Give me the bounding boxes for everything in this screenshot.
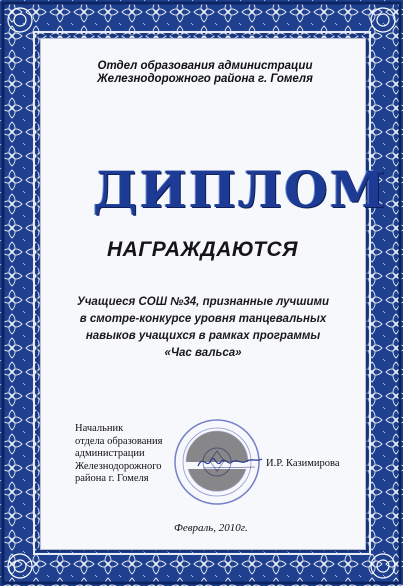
issue-date: Февраль, 2010г. (174, 522, 248, 534)
award-line-1: Учащиеся СОШ №34, признанные лучшими (76, 296, 330, 308)
issuer-header (75, 60, 335, 86)
signatory-line-4: Железнодорожного (75, 460, 162, 472)
signatory-line-1: Начальник (75, 423, 124, 434)
award-line-3: навыков учащихся в рамках программы (85, 330, 321, 342)
signatory-title (75, 423, 195, 486)
handwritten-signature (195, 450, 265, 472)
issuer-line-1: Отдел образования администрации (97, 60, 313, 72)
signatory-name: И.Р. Казимирова (266, 458, 340, 469)
award-line-4: «Час вальса» (164, 347, 242, 359)
issuer-line-2: Железнодорожного района г. Гомеля (97, 73, 313, 85)
signatory-line-5: района г. Гомеля (75, 473, 149, 484)
diploma-title: ДИПЛОМ (93, 160, 388, 219)
award-text (62, 294, 344, 362)
signatory-line-3: администрации (75, 448, 145, 459)
award-line-2: в смотре-конкурсе уровня танцевальных (79, 313, 327, 325)
signatory-line-2: отдела образования (75, 435, 163, 447)
awarded-heading: НАГРАЖДАЮТСЯ (107, 238, 298, 261)
